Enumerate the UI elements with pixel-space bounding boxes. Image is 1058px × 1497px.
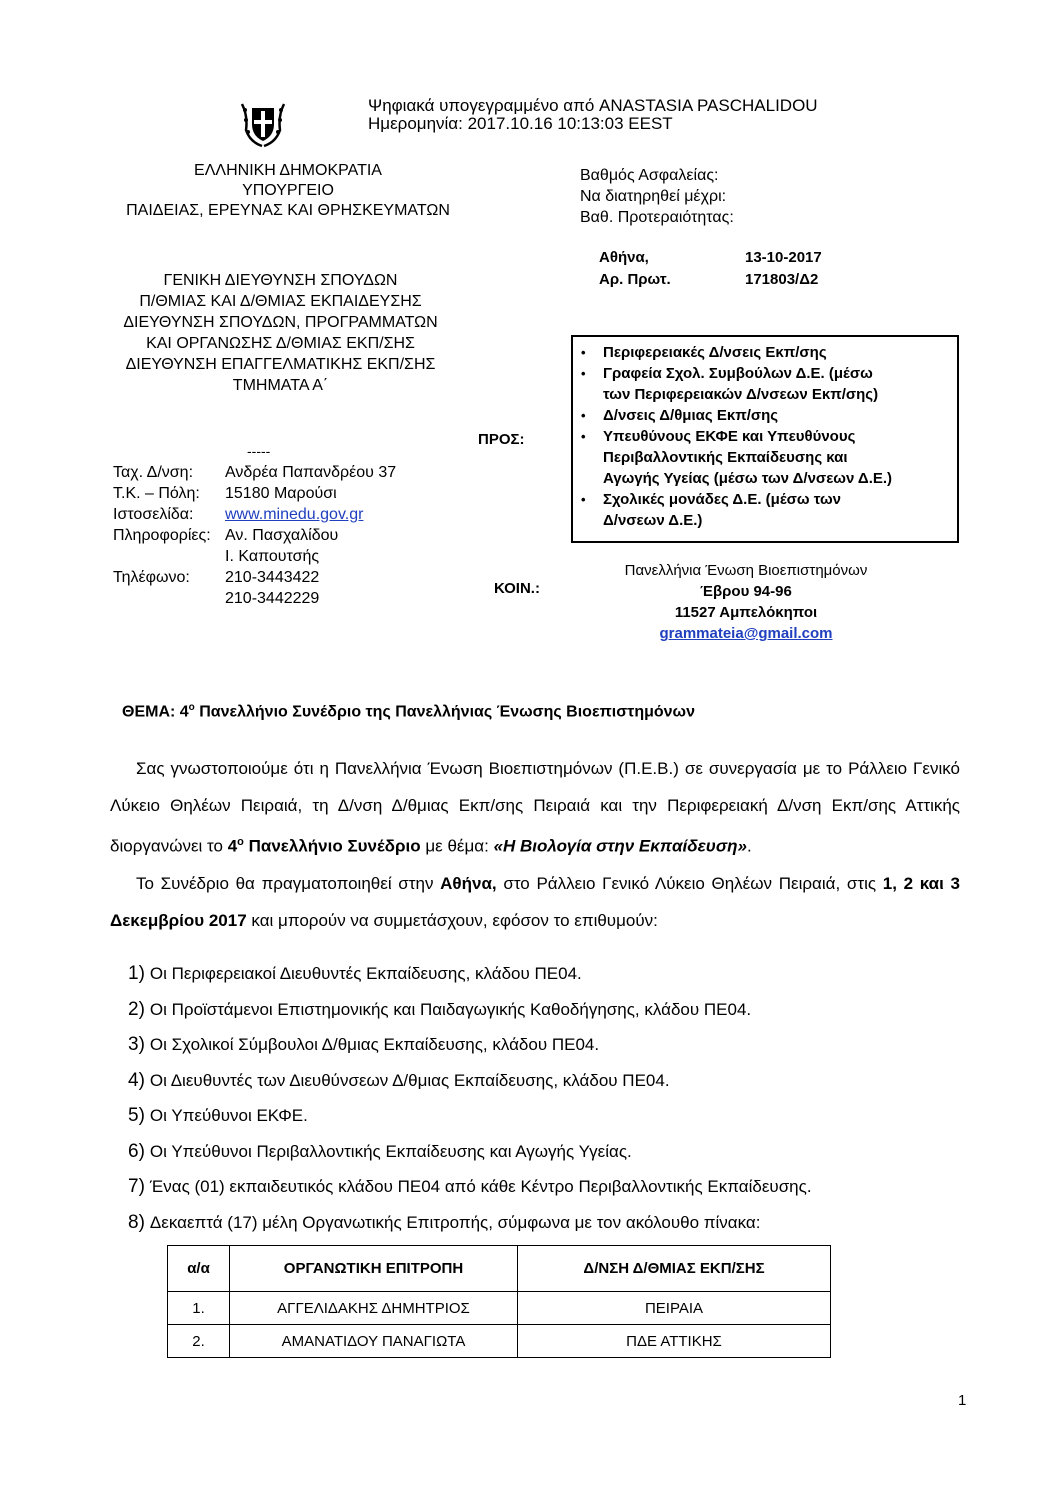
bullet-icon: • <box>581 366 586 381</box>
list-number: 1) <box>128 963 145 984</box>
recipient-item <box>581 363 951 405</box>
department-line: ΚΑΙ ΟΡΓΑΝΩΣΗΣ Δ/ΘΜΙΑΣ ΕΚΠ/ΣΗΣ <box>146 335 415 352</box>
body-text-run: και μπορούν να συμμετάσχουν, εφόσον το επιθυμούν: <box>246 910 658 930</box>
subject-line <box>122 702 695 721</box>
security-line: Βαθμός Ασφαλείας: <box>580 167 719 184</box>
list-text: Οι Προϊστάμενοι Επιστημονικής και Παιδαγωγικής Καθοδήγησης, κλάδου ΠΕ04. <box>149 999 752 1019</box>
body-bold-run: Αθήνα, <box>440 873 497 893</box>
list-item <box>128 1169 812 1205</box>
digital-signature <box>368 97 818 133</box>
ministry-line: ΕΛΛΗΝΙΚΗ ΔΗΜΟΚΡΑΤΙΑ <box>194 162 382 179</box>
recipient-item <box>581 426 951 489</box>
bullet-icon: • <box>581 345 586 360</box>
list-text: Δεκαεπτά (17) μέλη Οργανωτικής Επιτροπής, σύμφωνα με τον ακόλουθο πίνακα: <box>149 1212 761 1232</box>
list-number: 2) <box>128 998 145 1020</box>
body-text-run: Το Συνέδριο θα πραγματοποιηθεί στην <box>136 873 441 893</box>
info-value-2: Ι. Καπουτσής <box>225 548 320 565</box>
phone-label: Τηλέφωνο: <box>113 569 190 586</box>
department-line: ΔΙΕΥΘΥΝΣΗ ΕΠΑΓΓΕΛΜΑΤΙΚΗΣ ΕΚΠ/ΣΗΣ <box>125 356 436 373</box>
to-label: ΠΡΟΣ: <box>478 431 525 448</box>
recipient-item <box>581 342 951 363</box>
security-line: Να διατηρηθεί μέχρι: <box>580 188 727 205</box>
table-row <box>168 1292 831 1325</box>
list-number: 4) <box>128 1069 145 1091</box>
department-line: ΔΙΕΥΘΥΝΣΗ ΣΠΟΥΔΩΝ, ΠΡΟΓΡΑΜΜΑΤΩΝ <box>123 314 438 331</box>
ministry-header <box>108 161 468 221</box>
body-text-run: Σας γνωστοποιούμε ότι η Πανελλήνια Ένωση Βιοεπιστημόνων (Π.Ε.Β.) σε συνεργασία με το Ράλλειο Γενικό Λύκειο Θηλέων Πειραιά, τη Δ/νση Δ/θμιας Εκπ/σης Πειραιά και την Περιφερειακή Δ/νση Εκπ/σης Αττικής διοργανώνει το <box>110 759 960 856</box>
cc-address <box>570 560 922 644</box>
place-label: Αθήνα, <box>599 249 649 266</box>
recipient-line: Δ/νσεις Δ/θμιας Εκπ/σης <box>603 407 779 424</box>
department-line: ΤΜΗΜΑΤΑ Α΄ <box>232 377 329 394</box>
signature-line-1: Ψηφιακά υπογεγραμμένο από ANASTASIA PASCHALIDOU <box>368 96 818 115</box>
subject-prefix: ΘΕΜΑ: 4 <box>122 703 189 721</box>
table-header-cell: Δ/ΝΣΗ Δ/ΘΜΙΑΣ ΕΚΠ/ΣΗΣ <box>518 1246 831 1292</box>
conference-theme: «Η Βιολογία στην Εκπαίδευση» <box>493 836 747 856</box>
city-label: Τ.Κ. – Πόλη: <box>113 485 200 502</box>
list-text: Οι Υπεύθυνοι Περιβαλλοντικής Εκπαίδευσης και Αγωγής Υγείας. <box>149 1141 632 1161</box>
ministry-line: ΠΑΙΔΕΙΑΣ, ΕΡΕΥΝΑΣ ΚΑΙ ΘΡΗΣΚΕΥΜΑΤΩΝ <box>126 202 450 219</box>
table-cell: ΠΔΕ ΑΤΤΙΚΗΣ <box>518 1325 831 1358</box>
body-paragraph-2 <box>110 865 960 939</box>
recipients-box <box>571 335 959 543</box>
address-value: Ανδρέα Παπανδρέου 37 <box>225 464 397 481</box>
table-header-cell: α/α <box>168 1246 230 1292</box>
recipient-line: Αγωγής Υγείας (μέσω των Δ/νσεων Δ.Ε.) <box>603 470 893 487</box>
bullet-icon: • <box>581 492 586 507</box>
list-number: 6) <box>128 1140 145 1162</box>
cc-line: Πανελλήνια Ένωση Βιοεπιστημόνων <box>624 562 868 579</box>
list-number: 5) <box>128 1105 145 1126</box>
recipient-item <box>581 405 951 426</box>
cc-email-link[interactable]: grammateia@gmail.com <box>659 625 833 642</box>
city-value: 15180 Μαρούσι <box>225 485 337 502</box>
body-bold-run: 4 <box>227 836 238 856</box>
protocol-label: Αρ. Πρωτ. <box>599 271 671 288</box>
list-text: Οι Περιφερειακοί Διευθυντές Εκπαίδευσης, κλάδου ΠΕ04. <box>149 964 582 983</box>
list-number: 3) <box>128 1034 145 1055</box>
recipient-line: των Περιφερειακών Δ/νσεων Εκπ/σης) <box>603 386 879 403</box>
body-sup: ο <box>237 836 244 848</box>
website-link[interactable]: www.minedu.gov.gr <box>225 506 364 523</box>
table-header-cell: ΟΡΓΑΝΩΤΙΚΗ ΕΠΙΤΡΟΠΗ <box>230 1246 518 1292</box>
recipient-line: Υπευθύνους ΕΚΦΕ και Υπευθύνους <box>603 428 856 445</box>
address-label: Ταχ. Δ/νση: <box>113 464 194 481</box>
recipient-line: Σχολικές μονάδες Δ.Ε. (μέσω των <box>603 491 842 508</box>
list-number: 8) <box>128 1211 145 1233</box>
department-line: ΓΕΝΙΚΗ ΔΙΕΥΘΥΝΣΗ ΣΠΟΥΔΩΝ <box>163 272 398 289</box>
table-header-row <box>168 1246 831 1292</box>
list-item <box>128 1027 812 1063</box>
table-cell: 2. <box>168 1325 230 1358</box>
contact-details <box>113 462 396 609</box>
body-paragraph-1 <box>110 750 960 865</box>
list-text: Οι Διευθυντές των Διευθύνσεων Δ/θμιας Εκπαίδευσης, κλάδου ΠΕ04. <box>149 1070 670 1090</box>
table-row <box>168 1325 831 1358</box>
security-block <box>580 165 734 228</box>
security-line: Βαθ. Προτεραιότητας: <box>580 209 734 226</box>
bullet-icon: • <box>581 408 586 423</box>
committee-table <box>167 1245 831 1358</box>
list-item <box>128 1134 812 1170</box>
website-label: Ιστοσελίδα: <box>113 506 194 523</box>
phone-value-1: 210-3443422 <box>225 569 320 586</box>
recipient-line: Γραφεία Σχολ. Συμβούλων Δ.Ε. (μέσω <box>603 365 873 382</box>
table-cell: ΑΓΓΕΛΙΔΑΚΗΣ ΔΗΜΗΤΡΙΟΣ <box>230 1292 518 1325</box>
greek-coat-of-arms-icon <box>236 100 290 148</box>
list-item <box>128 992 812 1028</box>
body-text <box>110 750 960 939</box>
table-cell: 1. <box>168 1292 230 1325</box>
page-number: 1 <box>958 1392 967 1409</box>
body-text-run: με θέμα: <box>420 836 494 856</box>
separator: ----- <box>247 443 271 459</box>
date-value: 13-10-2017 <box>745 249 822 266</box>
department-header <box>88 270 473 396</box>
list-text: Οι Υπεύθυνοι ΕΚΦΕ. <box>149 1106 308 1125</box>
list-item <box>128 1063 812 1099</box>
date-protocol-block <box>599 247 822 291</box>
table-cell: ΑΜΑΝΑΤΙΔΟΥ ΠΑΝΑΓΙΩΤΑ <box>230 1325 518 1358</box>
recipient-item <box>581 489 951 531</box>
subject-text: Πανελλήνιο Συνέδριο της Πανελλήνιας Ένωσης Βιοεπιστημόνων <box>194 703 695 721</box>
list-item <box>128 1205 812 1241</box>
cc-label: ΚΟΙΝ.: <box>494 580 540 597</box>
list-text: Οι Σχολικοί Σύμβουλοι Δ/θμιας Εκπαίδευσης, κλάδου ΠΕ04. <box>149 1035 600 1054</box>
recipient-line: Περιβαλλοντικής Εκπαίδευσης και <box>603 449 848 466</box>
protocol-number: 171803/Δ2 <box>745 271 819 288</box>
cc-line: Έβρου 94-96 <box>700 583 792 600</box>
list-number: 7) <box>128 1176 145 1197</box>
signature-line-2: Ημερομηνία: 2017.10.16 10:13:03 EEST <box>368 114 673 133</box>
phone-value-2: 210-3442229 <box>225 590 320 607</box>
bullet-icon: • <box>581 429 586 444</box>
list-item <box>128 1098 812 1134</box>
ministry-line: ΥΠΟΥΡΓΕΙΟ <box>242 182 334 199</box>
recipient-line: Δ/νσεων Δ.Ε.) <box>603 512 703 529</box>
body-bold-run: Πανελλήνιο Συνέδριο <box>243 836 421 856</box>
subject-sup: ο <box>188 702 195 713</box>
body-text-run: . <box>746 836 752 856</box>
conference-dates: 1, 2 και 3 Δεκεμβρίου 2017 <box>110 873 960 930</box>
body-text-run: στο Ράλλειο Γενικό Λύκειο Θηλέων Πειραιά, στις <box>496 873 883 893</box>
recipient-line: Περιφερειακές Δ/νσεις Εκπ/σης <box>603 344 827 361</box>
table-cell: ΠΕΙΡΑΙΑ <box>518 1292 831 1325</box>
department-line: Π/ΘΜΙΑΣ ΚΑΙ Δ/ΘΜΙΑΣ ΕΚΠΑΙΔΕΥΣΗΣ <box>139 293 422 310</box>
cc-line: 11527 Αμπελόκηποι <box>674 604 818 621</box>
participants-list <box>128 956 812 1240</box>
info-value-1: Αν. Πασχαλίδου <box>225 527 339 544</box>
list-text: Ένας (01) εκπαιδευτικός κλάδου ΠΕ04 από κάθε Κέντρο Περιβαλλοντικής Εκπαίδευσης. <box>149 1177 812 1196</box>
list-item <box>128 956 812 992</box>
info-label: Πληροφορίες: <box>113 527 211 544</box>
